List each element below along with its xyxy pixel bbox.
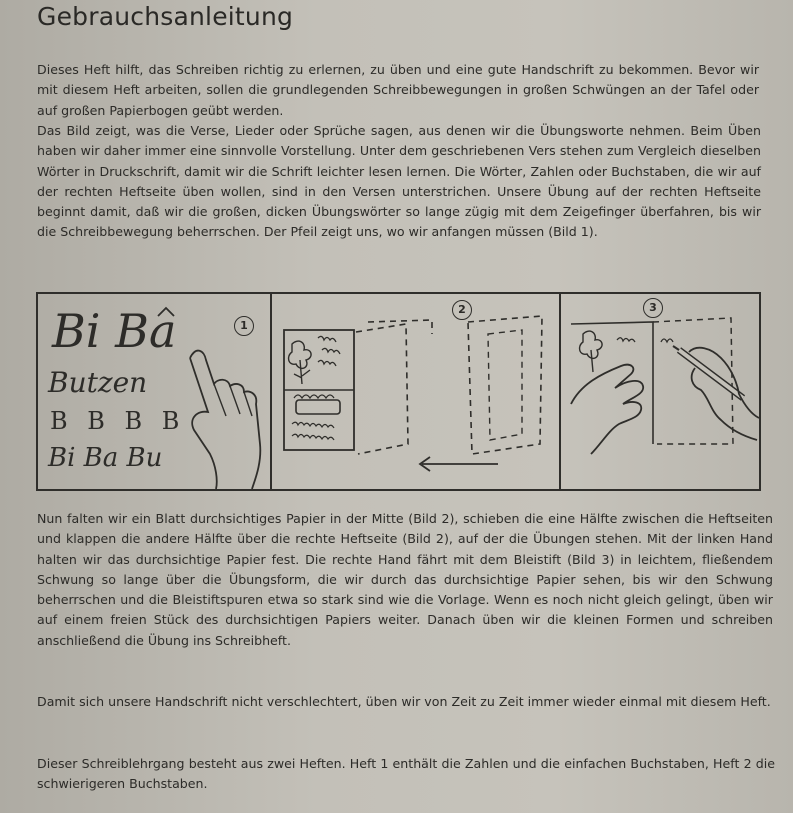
- folded-paper-drawing: [272, 294, 559, 489]
- page-title: Gebrauchsanleitung: [37, 2, 294, 31]
- paragraph-picture-explanation: Das Bild zeigt, was die Verse, Lieder oder Sprüche sagen, aus denen wir die Übungsworte nehmen. Beim Üben haben wir daher immer eine sinnvolle Vorstellung. Unter dem geschriebenen Vers stehen zum Vergleich dieselben Wörter in Druckschrift, damit wir die Schrift leichter lesen lernen. Die Wörter, Zahlen oder Buchstaben, die wir auf der rechten Heftseite üben wollen, sind in den Versen unterstrichen. Unsere Übung auf der rechten Heftseite beginnt damit, daß wir die großen, dicken Übungswörter so lange zügig mit dem Zeigefinger überfahren, bis wir die Schreibbewegung beherrschen. Der Pfeil zeigt uns, wo wir anfangen müssen (Bild 1).: [37, 123, 761, 240]
- paragraph-practice-note: Damit sich unsere Handschrift nicht verschlechtert, üben wir von Zeit zu Zeit immer wieder einmal mit diesem Heft.: [37, 694, 771, 709]
- picture-number-1: 1: [234, 316, 254, 336]
- illustration-figure: [36, 292, 761, 491]
- handwriting-butzen: Butzen: [48, 366, 148, 399]
- print-letters-b: B B B B: [50, 407, 186, 435]
- illustration-panel-2: [272, 294, 561, 489]
- pointing-hand-drawing: [38, 294, 270, 489]
- illustration-panel-1: [38, 294, 272, 489]
- paragraph-intro: Dieses Heft hilft, das Schreiben richtig zu erlernen, zu üben und eine gute Handschrift zu bekommen. Bevor wir mit diesem Heft arbeiten, sollen die grundlegenden Schreibbewegungen in großen Schwüngen an der Tafel oder auf großen Papierbogen geübt werden.: [37, 62, 759, 118]
- paragraph-course-overview: Dieser Schreiblehrgang besteht aus zwei Heften. Heft 1 enthält die Zahlen und die einfachen Buchstaben, Heft 2 die schwierigeren Buchstaben.: [37, 756, 775, 792]
- picture-number-3: 3: [643, 298, 663, 318]
- illustration-panel-3: [561, 294, 759, 489]
- picture-number-2: 2: [452, 300, 472, 320]
- handwriting-bi-ba-bu: Bi Ba Bu: [48, 443, 163, 473]
- paragraph-tracing-instructions: Nun falten wir ein Blatt durchsichtiges Papier in der Mitte (Bild 2), schieben die eine Hälfte zwischen die Heftseiten und klappen die andere Hälfte über die rechte Heftseite (Bild 2), auf der die Übungen stehen. Mit der linken Hand halten wir das durchsichtige Papier fest. Die rechte Hand fährt mit dem Bleistift (Bild 3) in leichtem, fließendem Schwung so lange über die Übungsform, die wir durch das durchsichtige Papier sehen, bis wir den Schwung beherrschen und die Bleistiftspuren etwa so stark sind wie die Vorlage. Wenn es noch nicht gleich gelingt, üben wir auf einem freien Stück des durchsichtigen Papiers weiter. Danach üben wir die kleinen Formen und schreiben anschließend die Übung ins Schreibheft.: [37, 511, 773, 648]
- hands-with-pencil-drawing: [561, 294, 759, 489]
- handwriting-bi-ba: Bi Ba: [52, 304, 177, 358]
